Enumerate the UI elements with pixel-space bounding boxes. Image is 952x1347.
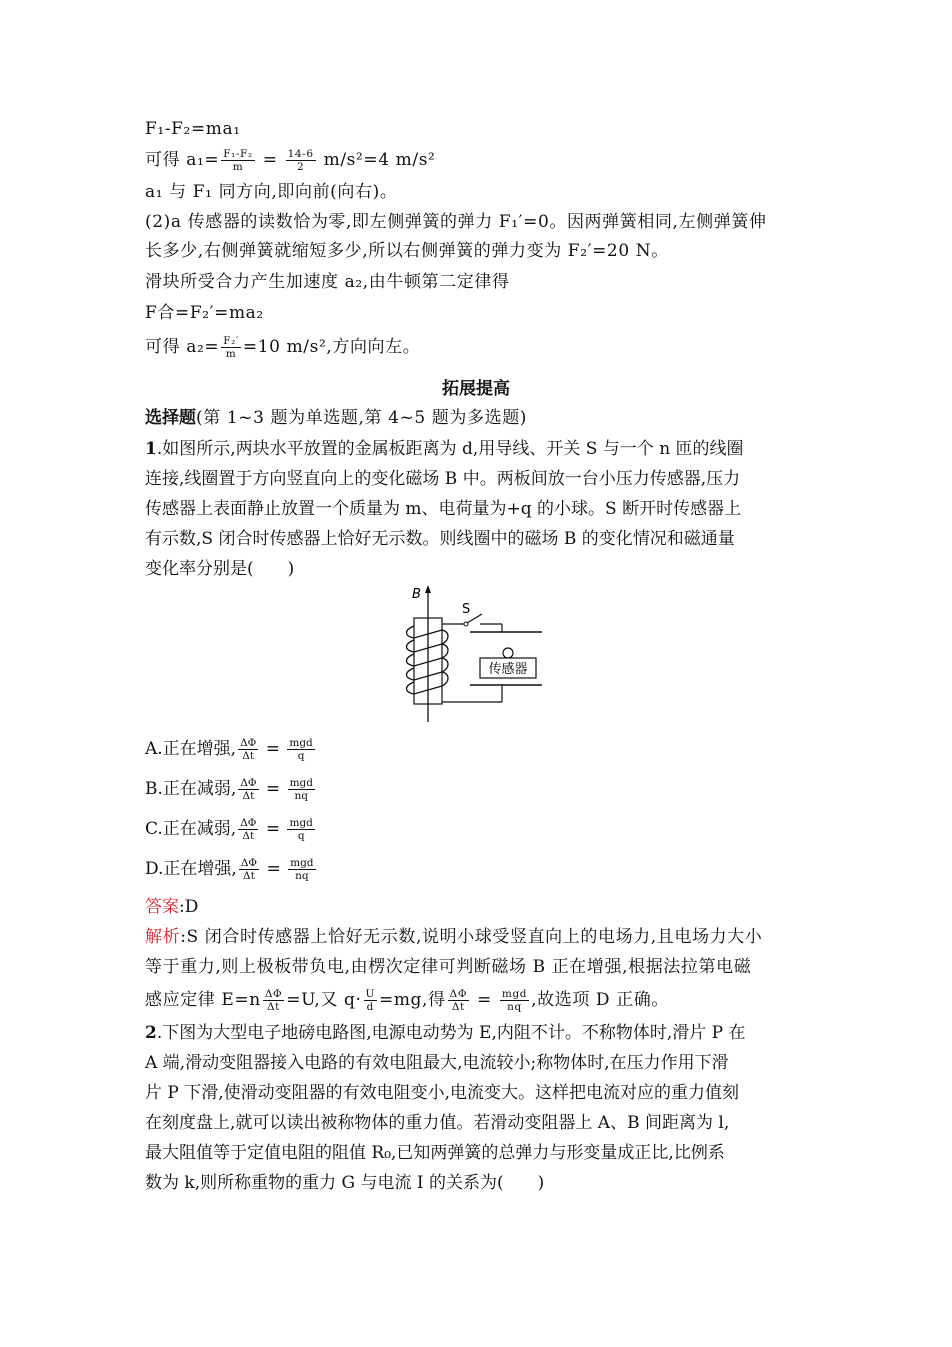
fraction [287, 817, 314, 842]
fraction-numerator: U [365, 988, 375, 1000]
option-b: B.正在减弱, $\frac{\Delta\Phi}{\Delta t}$ = $\frac{\text{mgd}}{nq}$ [145, 777, 313, 802]
label-s: S [462, 602, 471, 617]
question-type-bold: 选择题 [145, 408, 196, 428]
solution-line3: a₁ 与 F₁ 同方向,即向前(向右)。 [145, 182, 398, 202]
option-label: C.正在减弱, [145, 819, 237, 839]
fraction-denominator: q [297, 830, 305, 842]
fraction-denominator: m [232, 161, 244, 173]
q2-line-4: 在刻度盘上,就可以读出被称物体的重力值。若滑动变阻器上 A、B 间距离为 l, [145, 1113, 730, 1133]
equals-sign: = [471, 990, 498, 1010]
fraction [238, 817, 258, 842]
question-type-line [145, 407, 527, 429]
q1-text: .如图所示,两块水平放置的金属板距离为 d,用导线、开关 S 与一个 n 匝的线圈 [156, 439, 744, 459]
q2-text: .下图为大型电子地磅电路图,电源电动势为 E,内阻不计。不称物体时,滑片 P 在 [156, 1023, 746, 1043]
option-c: C.正在减弱, $\frac{\Delta\Phi}{\Delta t}$ = $\frac{\text{mgd}}{q}$ [145, 817, 313, 842]
solution-eq2-suffix: m/s²=4 m/s² [323, 150, 436, 170]
fraction-numerator: F₁-F₂ [223, 148, 253, 160]
fraction-numerator: mgd [289, 777, 313, 789]
q1-circuit-figure [400, 582, 550, 724]
fraction [287, 737, 314, 762]
fraction-denominator: Δt [242, 790, 255, 802]
fraction [239, 857, 259, 882]
solution-line4: (2)a 传感器的读数恰为零,即左侧弹簧的弹力 F₁′=0。因两弹簧相同,左侧弹簧伸 [145, 212, 767, 232]
analysis-line-2: 等于重力,则上极板带负电,由楞次定律可判断磁场 B 正在增强,根据法拉第电磁 [145, 957, 752, 977]
fraction [221, 335, 241, 360]
fraction [500, 988, 529, 1013]
option-d: D.正在增强, $\frac{\Delta\Phi}{\Delta t}$ = $\frac{\text{mgd}}{nq}$ [145, 857, 314, 882]
option-label: B.正在减弱, [145, 779, 237, 799]
q2-line-3: 片 P 下滑,使滑动变阻器的有效电阻变小,电流变大。这样把电流对应的重力值刻 [145, 1083, 740, 1103]
fraction-denominator: q [297, 750, 305, 762]
q1-line-1 [145, 438, 744, 460]
fraction-denominator: nq [507, 1001, 522, 1013]
q1-number: 1 [145, 439, 157, 459]
fraction [221, 148, 255, 173]
fraction-numerator: 14-6 [287, 148, 314, 160]
solution-line5: 长多少,右侧弹簧就缩短多少,所以右侧弹簧的弹力变为 F₂′=20 N。 [145, 241, 669, 261]
q2-line-5: 最大阻值等于定值电阻的阻值 R₀,已知两弹簧的总弹力与形变量成正比,比例系 [145, 1143, 725, 1163]
fraction [238, 737, 258, 762]
fraction-numerator: mgd [289, 737, 313, 749]
analysis-text: ,故选项 D 正确。 [531, 990, 669, 1010]
q2-line-6: 数为 k,则所称重物的重力 G 与电流 I 的关系为( ) [145, 1173, 545, 1193]
fraction-denominator: 2 [296, 161, 305, 173]
fraction-denominator: Δt [243, 870, 255, 882]
answer-label: 答案 [145, 897, 179, 917]
q2-line-1 [145, 1022, 746, 1044]
fraction-numerator: mgd [290, 857, 314, 869]
analysis-text: :S 闭合时传感器上恰好无示数,说明小球受竖直向上的电场力,且电场力大小 [180, 927, 763, 947]
arrow-up-icon [425, 585, 431, 593]
fraction-denominator: d [366, 1001, 374, 1013]
sensor-label: 传感器 [488, 662, 528, 677]
q1-line-4: 有示数,S 闭合时传感器上恰好无示数。则线圈中的磁场 B 的变化情况和磁通量 [145, 529, 735, 549]
q1-line-3: 传感器上表面静止放置一个质量为 m、电荷量为+q 的小球。S 断开时传感器上 [145, 499, 742, 519]
analysis-text: =U,又 q· [286, 990, 362, 1010]
fraction [288, 777, 315, 802]
fraction-numerator: mgd [501, 988, 528, 1000]
fraction-denominator: Δt [451, 1001, 465, 1013]
fraction-numerator: ΔΦ [240, 857, 258, 869]
fraction-denominator: m [225, 348, 237, 360]
fraction-denominator: Δt [242, 750, 255, 762]
fraction [364, 988, 377, 1013]
fraction-denominator: Δt [267, 1001, 281, 1013]
answer-value: :D [179, 897, 199, 917]
section-heading: 拓展提高 [442, 379, 510, 399]
fraction [238, 777, 258, 802]
fraction-numerator: ΔΦ [240, 777, 257, 789]
q2-line-2: A 端,滑动变阻器接入电路的有效电阻最大,电流较小;称物体时,在压力作用下滑 [145, 1053, 729, 1073]
label-b: B [412, 587, 421, 602]
solution-line6: 滑块所受合力产生加速度 a₂,由牛顿第二定律得 [145, 272, 510, 292]
solution-line8-prefix: 可得 a₂= [145, 337, 220, 357]
analysis-text: =mg,得 [378, 990, 446, 1010]
q1-line-2: 连接,线圈置于方向竖直向上的变化磁场 B 中。两板间放一台小压力传感器,压力 [145, 469, 741, 489]
fraction-denominator: nq [295, 870, 309, 882]
option-label: A.正在增强, [145, 739, 237, 759]
q1-line-5: 变化率分别是( ) [145, 559, 295, 579]
fraction-numerator: ΔΦ [264, 988, 283, 1000]
fraction-denominator: Δt [242, 830, 255, 842]
fraction-numerator: ΔΦ [240, 817, 257, 829]
fraction [263, 988, 284, 1013]
solution-eq2-prefix: 可得 a₁= [145, 150, 220, 170]
solution-eq1: F₁-F₂=ma₁ [145, 119, 241, 139]
solution-line8 [145, 335, 420, 360]
fraction [286, 148, 316, 173]
q2-number: 2 [145, 1023, 157, 1043]
fraction [288, 857, 315, 882]
solution-line7: F合=F₂′=ma₂ [145, 303, 264, 323]
fraction-numerator: F₂′ [223, 335, 239, 347]
analysis-line-3 [145, 988, 669, 1013]
solution-line8-suffix: =10 m/s²,方向向左。 [242, 337, 421, 357]
answer-line [145, 896, 198, 918]
option-label: D.正在增强, [145, 859, 237, 879]
fraction [448, 988, 469, 1013]
solution-eq2: 可得 a₁= $\frac{\text{F₁-F₂}}{m}$ = $\frac{14-6}{2}$ m/s²=4 m/s² [145, 148, 436, 173]
analysis-label: 解析 [145, 927, 181, 947]
fraction-numerator: ΔΦ [449, 988, 468, 1000]
fraction-denominator: nq [294, 790, 309, 802]
charged-ball [503, 648, 513, 658]
analysis-text: 感应定律 E=n [145, 990, 261, 1010]
fraction-numerator: ΔΦ [240, 737, 257, 749]
question-type-rest: (第 1~3 题为单选题,第 4~5 题为多选题) [196, 408, 528, 428]
fraction-numerator: mgd [289, 817, 313, 829]
analysis-line-1 [145, 926, 762, 948]
option-a: A.正在增强, $\frac{\Delta\Phi}{\Delta t}$ = $\frac{\text{mgd}}{q}$ [145, 737, 313, 762]
